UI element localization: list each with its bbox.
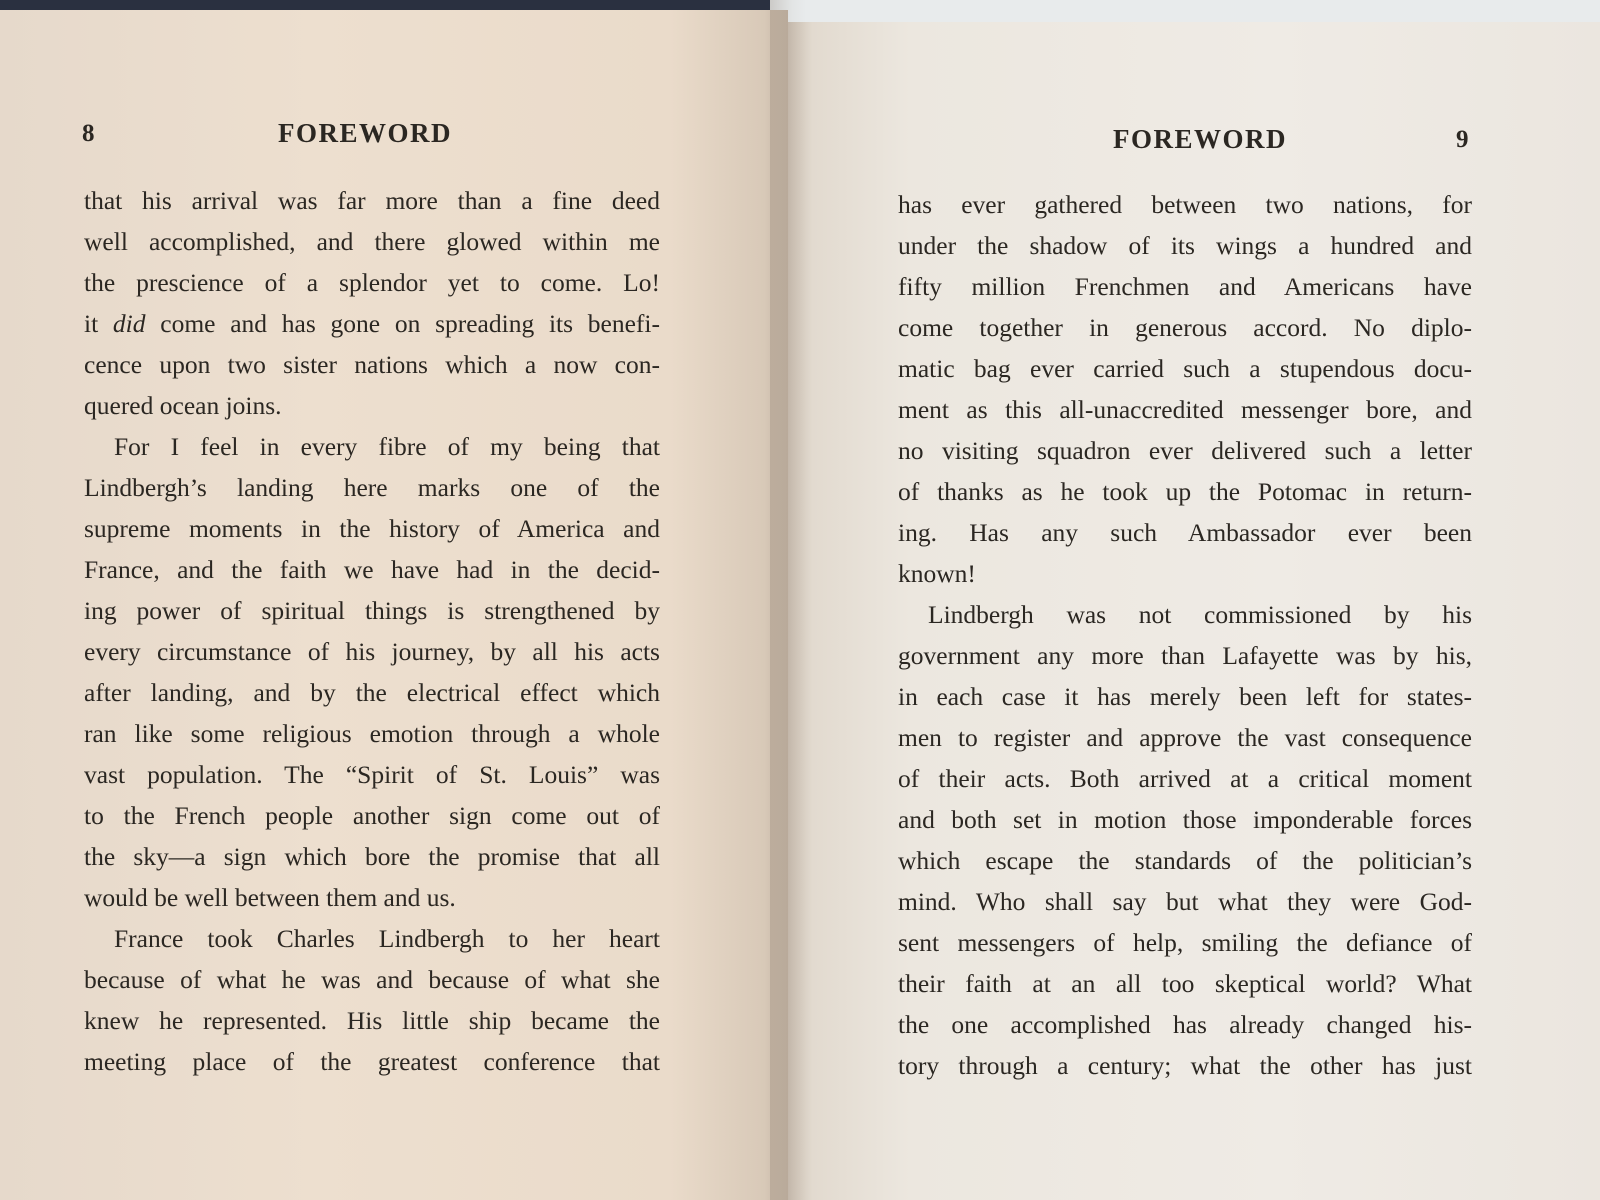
text-line: every circumstance of his journey, by all his acts xyxy=(84,637,660,666)
right-page-text xyxy=(898,184,1472,1086)
text-line: which escape the standards of the politician’s xyxy=(898,846,1472,875)
text-line: cence upon two sister nations which a now con- xyxy=(84,350,660,379)
running-head-right: FOREWORD xyxy=(1113,124,1287,154)
text-line: would be well between them and us. xyxy=(84,883,456,912)
text-line: tory through a century; what the other has just xyxy=(898,1051,1472,1080)
text-line: For I feel in every fibre of my being that xyxy=(114,432,660,461)
text-line: their faith at an all too skeptical world? What xyxy=(898,969,1472,998)
text-line: sent messengers of help, smiling the defiance of xyxy=(898,928,1472,957)
text-line: known! xyxy=(898,559,976,588)
text-line: ran like some religious emotion through a whole xyxy=(84,719,660,748)
text-line: has ever gathered between two nations, for xyxy=(898,190,1472,219)
text-line: the sky—a sign which bore the promise that all xyxy=(84,842,660,871)
text-line: Lindbergh’s landing here marks one of the xyxy=(84,473,660,502)
text-line: fifty million Frenchmen and Americans have xyxy=(898,272,1472,301)
text-line: meeting place of the greatest conference that xyxy=(84,1047,660,1076)
text-line: to the French people another sign come out of xyxy=(84,801,660,830)
text-line: under the shadow of its wings a hundred and xyxy=(898,231,1472,260)
text-line: mind. Who shall say but what they were God- xyxy=(898,887,1472,916)
text-line: and both set in motion those imponderable forces xyxy=(898,805,1472,834)
right-page xyxy=(788,22,1600,1200)
text-line: come together in generous accord. No diplo- xyxy=(898,313,1472,342)
text-line: well accomplished, and there glowed within me xyxy=(84,227,660,256)
book-gutter xyxy=(770,0,806,1200)
text-line: government any more than Lafayette was by his, xyxy=(898,641,1472,670)
left-page-text xyxy=(84,180,660,1082)
page-number-right: 9 xyxy=(1456,126,1469,153)
text-line: of their acts. Both arrived at a critical moment xyxy=(898,764,1472,793)
text-line: the one accomplished has already changed his- xyxy=(898,1010,1472,1039)
text-line: because of what he was and because of what she xyxy=(84,965,660,994)
text-line: that his arrival was far more than a fine deed xyxy=(84,186,660,215)
text-line: France, and the faith we have had in the decid- xyxy=(84,555,660,584)
text-line: no visiting squadron ever delivered such a letter xyxy=(898,436,1472,465)
text-line: of thanks as he took up the Potomac in return- xyxy=(898,477,1472,506)
text-line: supreme moments in the history of America and xyxy=(84,514,660,543)
text-line: Lindbergh was not commissioned by his xyxy=(928,600,1472,629)
text-line: in each case it has merely been left for states- xyxy=(898,682,1472,711)
text-line: France took Charles Lindbergh to her heart xyxy=(114,924,660,953)
text-line: the prescience of a splendor yet to come. Lo! xyxy=(84,268,660,297)
left-page xyxy=(0,10,788,1200)
text-line: it did come and has gone on spreading its benefi- xyxy=(84,309,660,338)
text-line: ing. Has any such Ambassador ever been xyxy=(898,518,1472,547)
text-line: ment as this all-unaccredited messenger bore, and xyxy=(898,395,1472,424)
text-line: men to register and approve the vast consequence xyxy=(898,723,1472,752)
text-line: quered ocean joins. xyxy=(84,391,282,420)
text-line: ing power of spiritual things is strengthened by xyxy=(84,596,660,625)
text-line: matic bag ever carried such a stupendous docu- xyxy=(898,354,1472,383)
text-line: after landing, and by the electrical effect which xyxy=(84,678,660,707)
text-line: knew he represented. His little ship became the xyxy=(84,1006,660,1035)
running-head-left: FOREWORD xyxy=(278,118,452,148)
page-number-left: 8 xyxy=(82,120,95,147)
text-line: vast population. The “Spirit of St. Louis” was xyxy=(84,760,660,789)
book-cover-edge xyxy=(0,0,770,10)
